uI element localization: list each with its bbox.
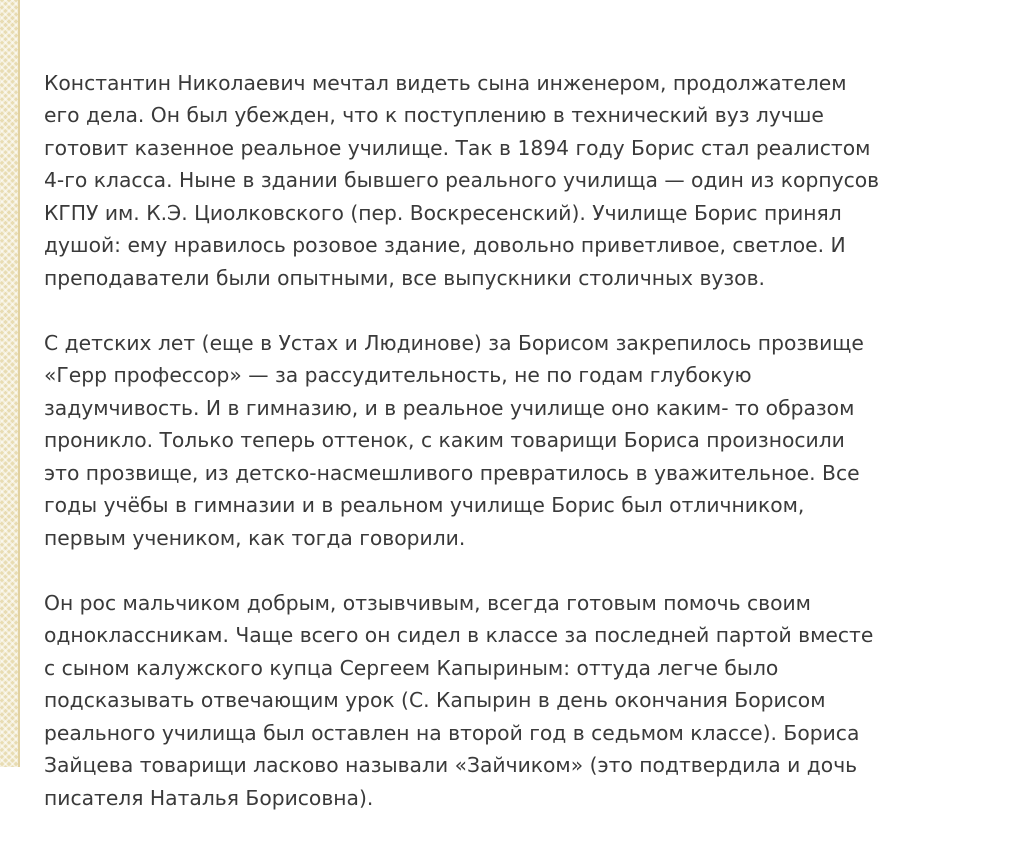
slide-text-body xyxy=(44,34,979,847)
decorative-side-line xyxy=(18,0,20,767)
paragraph-3: Он рос мальчиком добрым, отзывчивым, всегда готовым помочь своим одноклассникам. Чаще всего он сидел в классе за последней партой вместе с сыном калужского купца Сергеем Капыриным: оттуда легче было подсказывать отвечающим урок (С. Капырин в день окончания Борисом реального училища был оставлен на второй год в седьмом классе). Бориса Зайцева товарищи ласково называли «Зайчиком» (это подтвердила и дочь писателя Наталья Борисовна). xyxy=(44,590,874,810)
paragraph-2: С детских лет (еще в Устах и Людинове) за Борисом закрепилось прозвище «Герр профессор» — за рассудительность, не по годам глубокую задумчивость. И в гимназию, и в реальное училище оно каким- то образом проникло. Только теперь оттенок, с каким товарищи Бориса произносили это прозвище, из детско-насмешливого превратилось в уважительное. Все годы учёбы в гимназии и в реальном училище Борис был отличником, первым учеником, как тогда говорили. xyxy=(44,330,864,550)
decorative-side-strip xyxy=(0,0,18,767)
paragraph-1: Константин Николаевич мечтал видеть сына инженером, продолжателем его дела. Он был убежден, что к поступлению в технический вуз лучше готовит казенное реальное училище. Так в 1894 году Борис стал реалистом 4-го класса. Ныне в здании бывшего реального училища — один из корпусов КГПУ им. К.Э. Циолковского (пер. Воскресенский). Училище Борис принял душой: ему нравилось розовое здание, довольно приветливое, светлое. И преподаватели были опытными, все выпускники столичных вузов. xyxy=(44,70,880,290)
